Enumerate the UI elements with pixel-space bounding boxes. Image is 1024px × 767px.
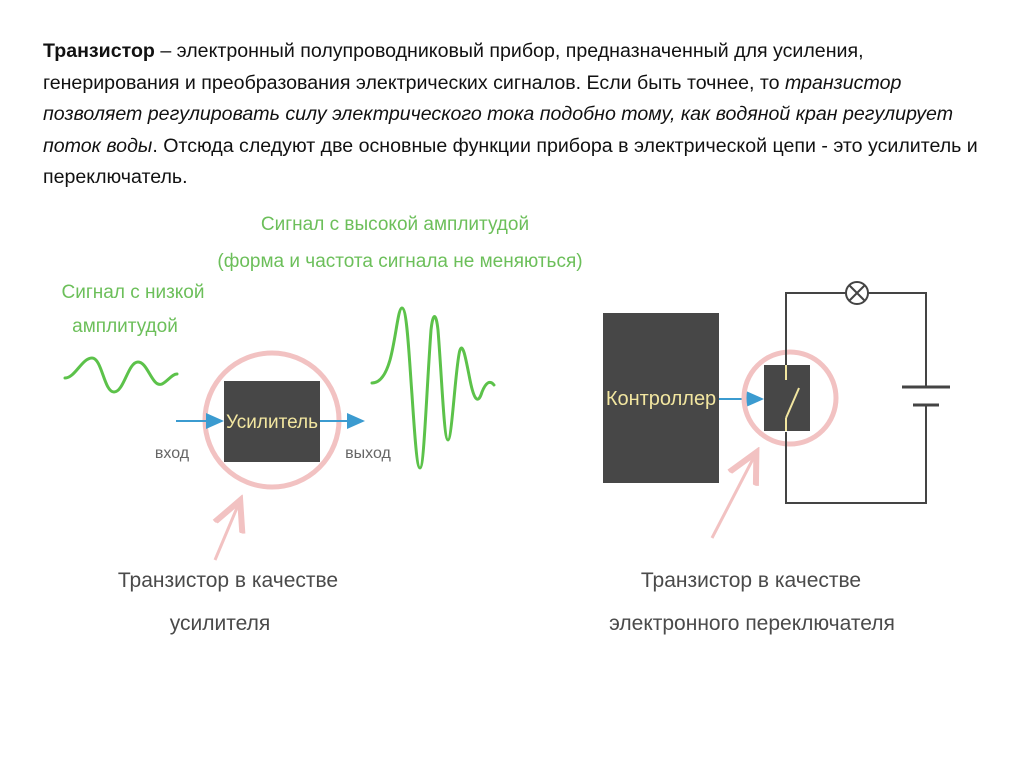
paragraph-text-2: . Отсюда следуют две основные функции прибора в электрической цепи - это усилитель и переключатель. bbox=[43, 134, 978, 188]
input-label: вход bbox=[154, 445, 190, 462]
switch-caption-line1: Транзистор в качестве bbox=[640, 569, 862, 592]
switch-caption-line2: электронного переключателя bbox=[609, 612, 895, 635]
low-amplitude-wave bbox=[65, 358, 177, 392]
battery-icon bbox=[902, 387, 950, 405]
circuit-wire-top-right bbox=[868, 293, 926, 387]
high-amplitude-label-line2: (форма и частота сигнала не меняються) bbox=[217, 251, 583, 272]
controller-label: Контроллер bbox=[605, 388, 717, 410]
high-amplitude-label-line1: Сигнал с высокой амплитудой bbox=[260, 214, 530, 235]
amplifier-diagram bbox=[62, 214, 583, 635]
amplifier-box-label: Усилитель bbox=[225, 412, 319, 433]
paragraph-text-1: – электронный полупроводниковый прибор, предназначенный для усиления, генерирования и преобразования электрических сигналов. Если быть точнее, то bbox=[43, 40, 864, 94]
output-label: выход bbox=[345, 445, 391, 462]
amplifier-caption-line1: Транзистор в качестве bbox=[117, 569, 339, 592]
term-transistor: Транзистор bbox=[43, 40, 155, 62]
amplifier-pointer-arrow bbox=[215, 503, 239, 560]
switch-diagram bbox=[603, 282, 950, 635]
amplifier-caption-line2: усилителя bbox=[169, 612, 271, 635]
high-amplitude-wave bbox=[372, 308, 494, 468]
lamp-icon bbox=[846, 282, 868, 304]
low-amplitude-label-line2: амплитудой bbox=[72, 316, 178, 337]
low-amplitude-label-line1: Сигнал с низкой bbox=[61, 282, 205, 303]
paragraph-italic: транзистор позволяет регулировать силу электрического тока подобно тому, как водяной кран регулирует поток воды bbox=[43, 71, 954, 157]
